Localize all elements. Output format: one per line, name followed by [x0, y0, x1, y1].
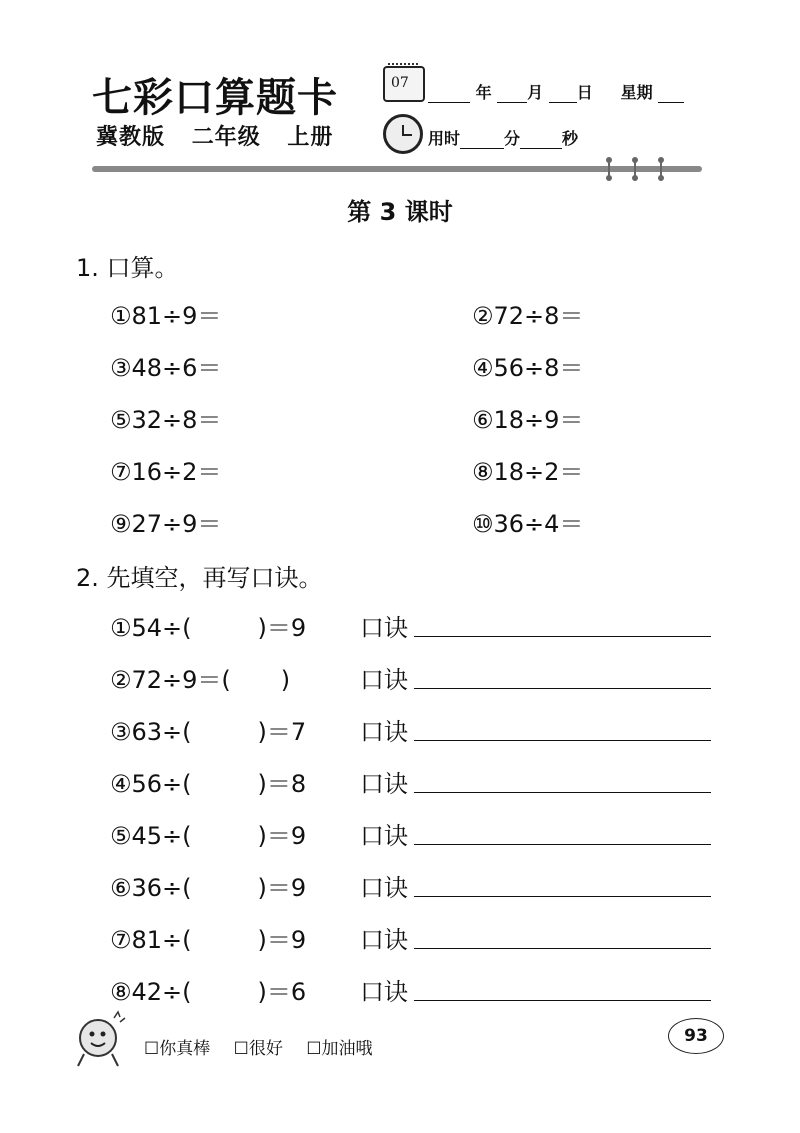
koujue-label: 口诀	[360, 978, 408, 1006]
time-fields: 用时 分 秒	[428, 129, 579, 148]
koujue-label: 口诀	[360, 822, 408, 850]
day-blank[interactable]	[549, 86, 577, 103]
edition: 冀教版	[96, 125, 166, 150]
calendar-icon	[383, 66, 425, 102]
section2-title: 2. 先填空，再写口诀。	[76, 564, 323, 592]
koujue-answer-line[interactable]	[414, 740, 711, 741]
lesson-title: 第 3 课时	[347, 198, 453, 226]
mental-math-item: ⑥18÷9＝	[472, 406, 584, 434]
mental-math-item: ⑩36÷4＝	[472, 510, 584, 538]
month-blank[interactable]	[497, 86, 527, 103]
koujue-answer-line[interactable]	[414, 688, 711, 689]
year-blank[interactable]	[428, 86, 470, 103]
koujue-label: 口诀	[360, 718, 408, 746]
koujue-answer-line[interactable]	[414, 1000, 711, 1001]
koujue-answer-line[interactable]	[414, 844, 711, 845]
mental-math-item: ②72÷8＝	[472, 302, 584, 330]
binder-clip-icon	[658, 157, 664, 181]
koujue-label: 口诀	[360, 770, 408, 798]
mental-math-item: ⑦16÷2＝	[110, 458, 222, 486]
koujue-answer-line[interactable]	[414, 792, 711, 793]
fill-blank-item: ②72÷9＝( )	[110, 666, 291, 694]
mental-math-item: ⑤32÷8＝	[110, 406, 222, 434]
mental-math-item: ③48÷6＝	[110, 354, 222, 382]
koujue-label: 口诀	[360, 926, 408, 954]
fill-blank-item: ⑦81÷( )＝9	[110, 926, 307, 954]
koujue-label: 口诀	[360, 614, 408, 642]
fill-blank-item: ⑥36÷( )＝9	[110, 874, 307, 902]
self-rating	[144, 1034, 391, 1059]
binder-clip-icon	[606, 157, 612, 181]
grade: 二年级	[191, 125, 261, 150]
fill-blank-item: ③63÷( )＝7	[110, 718, 307, 746]
edition-line	[96, 120, 351, 151]
rating-excellent[interactable]: ☐你真棒	[144, 1039, 211, 1059]
rating-keep-going[interactable]: ☐加油哦	[306, 1039, 373, 1059]
fill-blank-item: ⑧42÷( )＝6	[110, 978, 307, 1006]
page-number: 93	[668, 1018, 724, 1054]
mental-math-item: ⑧18÷2＝	[472, 458, 584, 486]
mental-math-item: ⑨27÷9＝	[110, 510, 222, 538]
fill-blank-item: ①54÷( )＝9	[110, 614, 307, 642]
fill-blank-item: ④56÷( )＝8	[110, 770, 307, 798]
weekday-blank[interactable]	[658, 86, 684, 103]
rating-good[interactable]: ☐很好	[233, 1039, 283, 1059]
seconds-blank[interactable]	[520, 132, 562, 149]
date-fields: 年 月 日 星期	[428, 80, 684, 103]
volume: 上册	[287, 125, 334, 150]
koujue-answer-line[interactable]	[414, 896, 711, 897]
mental-math-item: ④56÷8＝	[472, 354, 584, 382]
fill-blank-item: ⑤45÷( )＝9	[110, 822, 307, 850]
section1-title: 1. 口算。	[76, 254, 179, 282]
koujue-answer-line[interactable]	[414, 948, 711, 949]
mascot-icon	[68, 1008, 132, 1072]
minutes-blank[interactable]	[460, 132, 504, 149]
koujue-answer-line[interactable]	[414, 636, 711, 637]
koujue-label: 口诀	[360, 874, 408, 902]
brand-title: 七彩口算题卡	[92, 75, 338, 121]
koujue-label: 口诀	[360, 666, 408, 694]
calendar-day: 07	[391, 75, 409, 91]
binder-clip-icon	[632, 157, 638, 181]
clock-icon	[383, 114, 423, 154]
mental-math-item: ①81÷9＝	[110, 302, 222, 330]
